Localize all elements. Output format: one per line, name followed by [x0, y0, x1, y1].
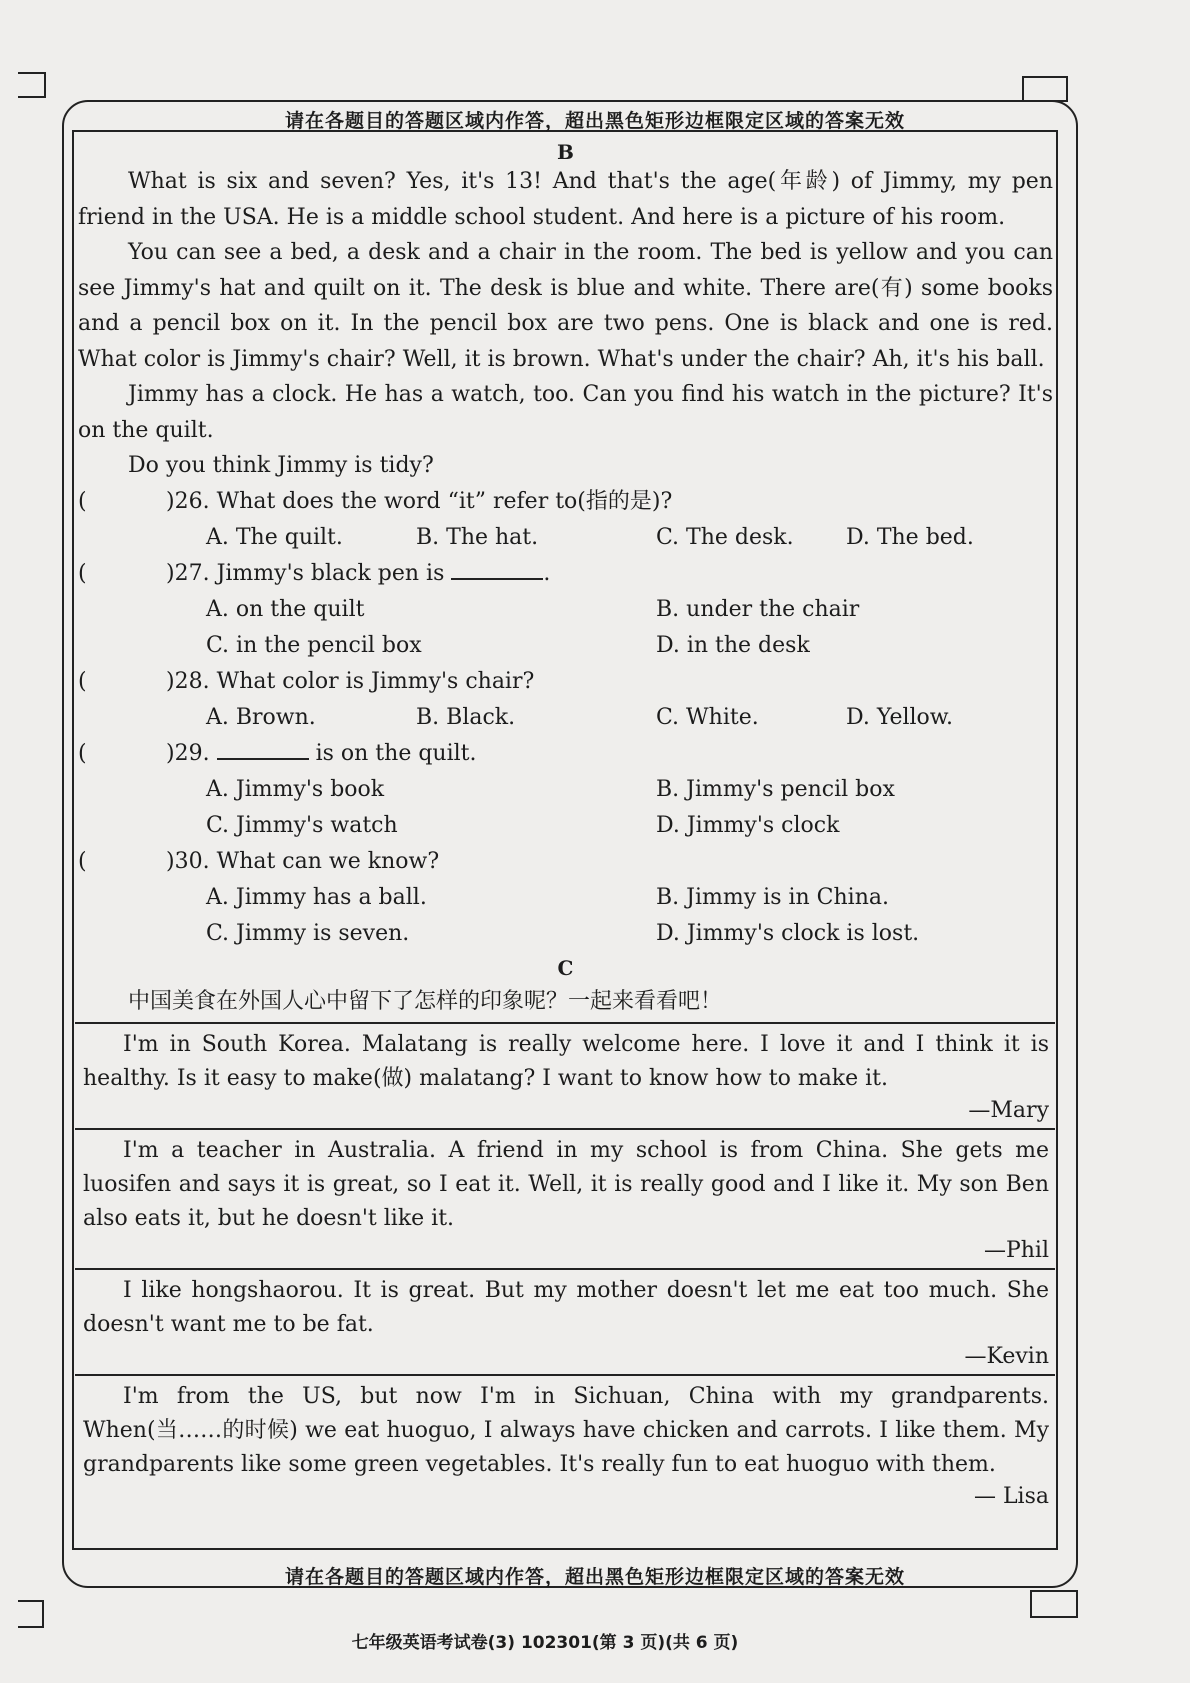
- section-c-boxes: [75, 1022, 1055, 1514]
- question-number: )27.: [166, 560, 210, 586]
- question-28-options: [78, 700, 1053, 736]
- question-29-options-row-1: [78, 772, 1053, 808]
- question-number: )30.: [166, 848, 210, 874]
- question-stem-tail: .: [543, 560, 551, 586]
- passage-b-paragraph-4: Do you think Jimmy is tidy?: [128, 453, 434, 478]
- comment-box-phil: [75, 1128, 1055, 1268]
- comment-text: I'm from the US, but now I'm in Sichuan, China with my grandparents. When(当……的时候) we eat huoguo, I always have chicken and carrots. I like them. My grandparents like some green vegetables. It's really fun to eat huoguo with them.: [83, 1383, 1049, 1477]
- comment-text: I like hongshaorou. It is great. But my mother doesn't let me eat too much. She doesn't want me to be fat.: [83, 1277, 1049, 1337]
- option-c: C. Jimmy's watch: [206, 812, 398, 838]
- question-27: [78, 556, 1053, 592]
- question-number: )26.: [166, 488, 210, 514]
- option-a: A. Jimmy has a ball.: [206, 884, 427, 910]
- fill-blank: [217, 738, 309, 760]
- section-c-title: C: [557, 955, 574, 980]
- question-stem: What color is Jimmy's chair?: [216, 668, 535, 694]
- question-26: [78, 484, 1053, 520]
- corner-mark-bottom-left: [18, 1600, 44, 1628]
- question-30-options-row-1: [78, 880, 1053, 916]
- option-b: B. The hat.: [416, 524, 539, 550]
- passage-b-paragraph-2: You can see a bed, a desk and a chair in the room. The bed is yellow and you can see Jimmy's hat and quilt on it. The desk is blue and white. There are(有) some books and a pencil box on it. In the pencil box are two pens. One is black and one is red. What color is Jimmy's chair? Well, it is brown. What's under the chair? Ah, it's his ball.: [78, 240, 1053, 372]
- question-27-options-row-1: [78, 592, 1053, 628]
- comment-signature: —Mary: [968, 1097, 1049, 1123]
- exam-content: [78, 140, 1053, 1514]
- option-b: B. Jimmy is in China.: [656, 884, 889, 910]
- question-27-options-row-2: [78, 628, 1053, 664]
- option-d: D. in the desk: [656, 632, 810, 658]
- option-c: C. in the pencil box: [206, 632, 422, 658]
- question-number: )29.: [166, 740, 210, 766]
- question-stem: What can we know?: [216, 848, 440, 874]
- question-stem: Jimmy's black pen is: [216, 560, 445, 586]
- option-a: A. on the quilt: [206, 596, 365, 622]
- section-b-title: B: [557, 140, 574, 164]
- option-d: D. Jimmy's clock is lost.: [656, 920, 920, 946]
- passage-b-paragraph-3: Jimmy has a clock. He has a watch, too. Can you find his watch in the picture? It's on the quilt.: [78, 382, 1053, 443]
- option-d: D. The bed.: [846, 524, 974, 550]
- option-c: C. Jimmy is seven.: [206, 920, 410, 946]
- option-d: D. Jimmy's clock: [656, 812, 840, 838]
- question-30-options-row-2: [78, 916, 1053, 952]
- answer-bracket[interactable]: (: [78, 740, 87, 766]
- answer-bracket[interactable]: (: [78, 488, 87, 514]
- option-a: A. Brown.: [206, 704, 316, 730]
- answer-bracket[interactable]: (: [78, 848, 87, 874]
- comment-signature: —Phil: [983, 1237, 1049, 1263]
- option-b: B. Jimmy's pencil box: [656, 776, 895, 802]
- question-stem: What does the word “it” refer to(指的是)?: [216, 488, 673, 514]
- comment-signature: — Lisa: [973, 1483, 1049, 1509]
- question-29-options-row-2: [78, 808, 1053, 844]
- notice-top: 请在各题目的答题区域内作答，超出黑色矩形边框限定区域的答案无效: [284, 110, 905, 132]
- option-b: B. under the chair: [656, 596, 860, 622]
- comment-text: I'm a teacher in Australia. A friend in my school is from China. She gets me luosifen and says it is great, so I eat it. Well, it is really good and I like it. My son Ben also eats it, but he doesn't like it.: [83, 1137, 1049, 1231]
- question-stem: is on the quilt.: [315, 740, 477, 766]
- page-footer: 七年级英语考试卷(3) 102301(第 3 页)(共 6 页): [351, 1633, 739, 1653]
- question-30: [78, 844, 1053, 880]
- option-c: C. The desk.: [656, 524, 794, 550]
- question-28: [78, 664, 1053, 700]
- question-number: )28.: [166, 668, 210, 694]
- comment-box-kevin: [75, 1268, 1055, 1374]
- question-29: [78, 736, 1053, 772]
- option-b: B. Black.: [416, 704, 516, 730]
- answer-bracket[interactable]: (: [78, 560, 87, 586]
- comment-box-mary: [75, 1022, 1055, 1128]
- comment-text: I'm in South Korea. Malatang is really welcome here. I love it and I think it is healthy. Is it easy to make(做) malatang? I want to know how to make it.: [83, 1031, 1049, 1091]
- section-c-intro: 中国美食在外国人心中留下了怎样的印象呢？一起来看看吧！: [128, 988, 723, 1014]
- fill-blank: [451, 558, 543, 580]
- comment-box-lisa: [75, 1374, 1055, 1514]
- comment-signature: —Kevin: [964, 1343, 1049, 1369]
- option-d: D. Yellow.: [846, 704, 954, 730]
- corner-mark-bottom-right: [1030, 1590, 1078, 1618]
- passage-b-paragraph-1: What is six and seven? Yes, it's 13! And that's the age(年龄) of Jimmy, my pen friend in the USA. He is a middle school student. And here is a picture of his room.: [78, 169, 1053, 230]
- corner-mark-top-left: [18, 72, 46, 98]
- option-c: C. White.: [656, 704, 759, 730]
- option-a: A. The quilt.: [206, 524, 343, 550]
- option-a: A. Jimmy's book: [206, 776, 385, 802]
- answer-bracket[interactable]: (: [78, 668, 87, 694]
- corner-mark-top-right: [1022, 76, 1068, 102]
- notice-bottom: 请在各题目的答题区域内作答，超出黑色矩形边框限定区域的答案无效: [284, 1566, 905, 1588]
- question-26-options: [78, 520, 1053, 556]
